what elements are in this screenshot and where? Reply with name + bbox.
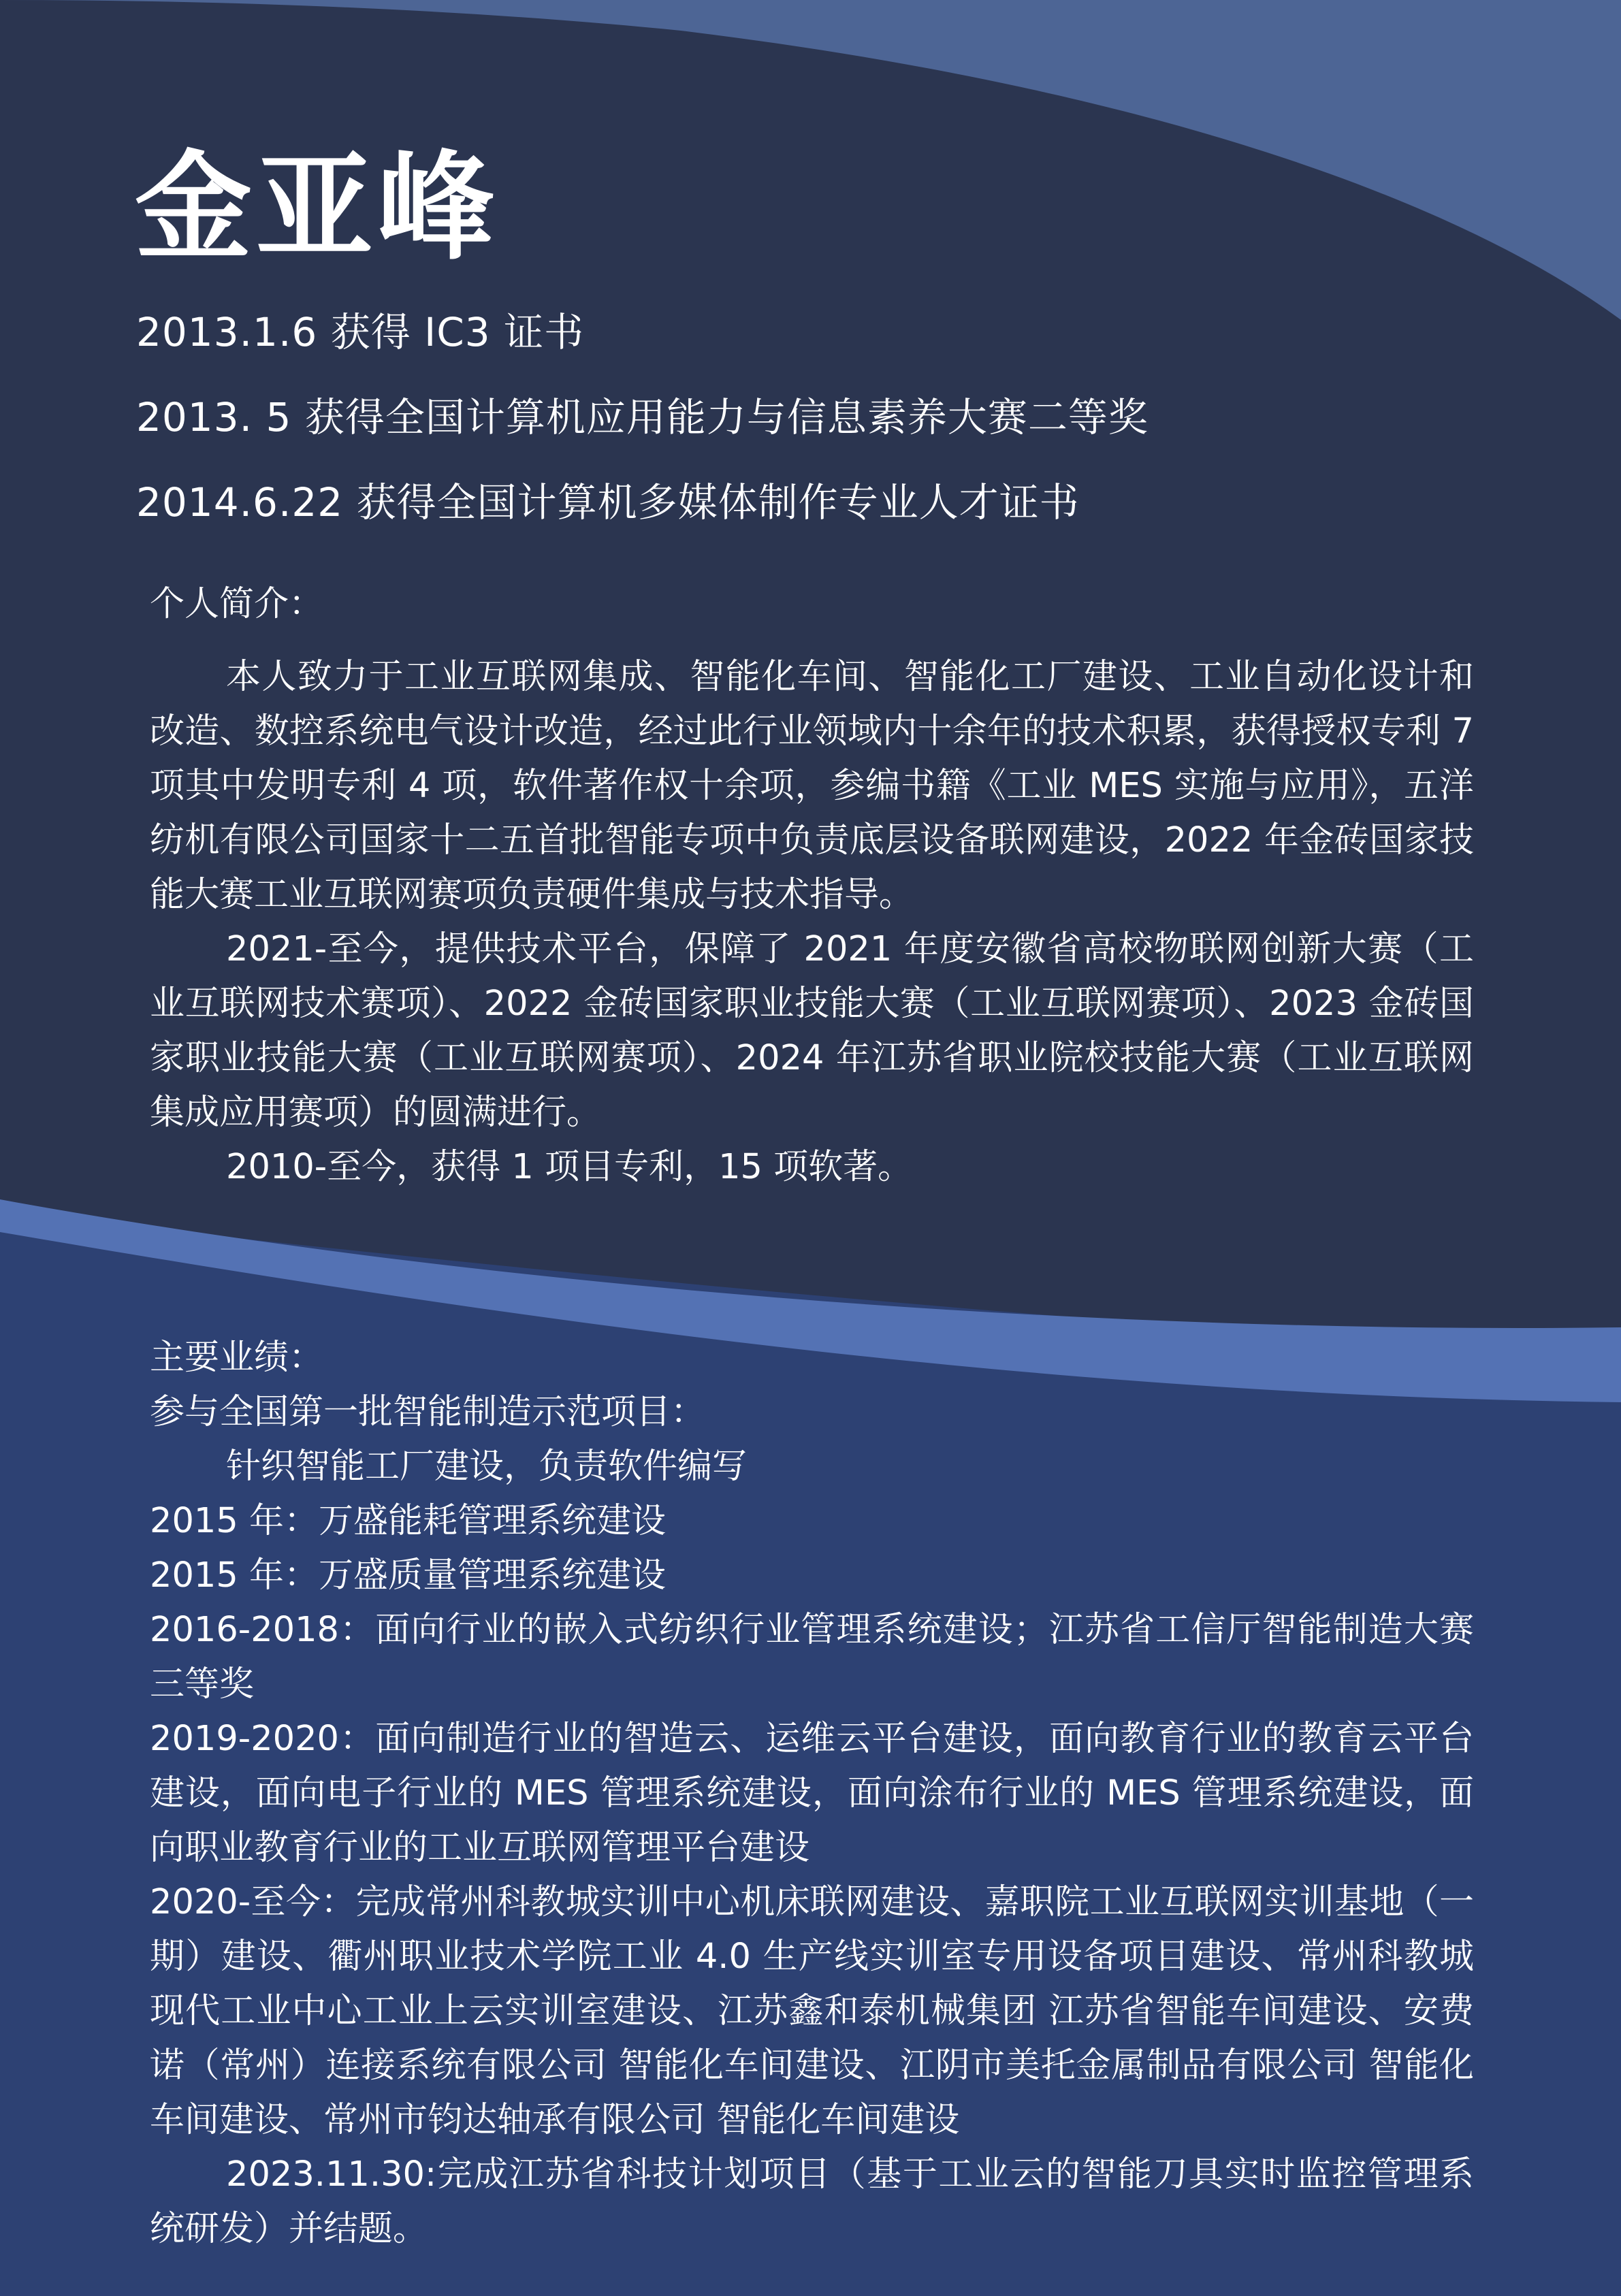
- certificate-item: 2013.1.6 获得 IC3 证书: [136, 309, 585, 355]
- achievement-item: 2015 年：万盛质量管理系统建设: [150, 1555, 667, 1596]
- achievement-item: 2019-2020：面向制造行业的智造云、运维云平台建设，面向教育行业的教育云平台建设，面向电子行业的 MES 管理系统建设，面向涂布行业的 MES 管理系统建设，面向职业教育行业的工业互联网管理平台建设: [150, 1719, 1474, 1868]
- certificate-item: 2013. 5 获得全国计算机应用能力与信息素养大赛二等奖: [136, 394, 1149, 440]
- achievement-item: 参与全国第一批智能制造示范项目：: [150, 1392, 706, 1432]
- achievements-heading: 主要业绩：: [150, 1338, 324, 1378]
- intro-section: [150, 650, 1474, 1195]
- certificate-item: 2014.6.22 获得全国计算机多媒体制作专业人才证书: [136, 479, 1080, 526]
- achievement-item: 2020-至今：完成常州科教城实训中心机床联网建设、嘉职院工业互联网实训基地（一期）建设、衢州职业技术学院工业 4.0 生产线实训室专用设备项目建设、常州科教城现代工业中心工业上云实训室建设、江苏鑫和泰机械集团 江苏省智能车间建设、安费诺（常州）连接系统有限公司 智能化车间建设、江阴市美托金属制品有限公司 智能化车间建设、常州市钧达轴承有限公司 智能化车间建设: [150, 1882, 1474, 2140]
- achievements-section: [150, 1385, 1474, 2257]
- intro-paragraph: 本人致力于工业互联网集成、智能化车间、智能化工厂建设、工业自动化设计和改造、数控系统电气设计改造，经过此行业领域内十余年的技术积累，获得授权专利 7 项其中发明专利 4 项，软件著作权十余项，参编书籍《工业 MES 实施与应用》，五洋纺机有限公司国家十二五首批智能专项中负责底层设备联网建设，2022 年金砖国家技能大赛工业互联网赛项负责硬件集成与技术指导。: [150, 657, 1474, 915]
- achievement-item: 针织智能工厂建设，负责软件编写: [226, 1446, 748, 1487]
- intro-paragraph: 2021-至今，提供技术平台，保障了 2021 年度安徽省高校物联网创新大赛（工业互联网技术赛项）、2022 金砖国家职业技能大赛（工业互联网赛项）、2023 金砖国家职业技能大赛（工业互联网赛项）、2024 年江苏省职业院校技能大赛（工业互联网集成应用赛项）的圆满进行。: [150, 929, 1474, 1133]
- achievement-item: 2016-2018：面向行业的嵌入式纺织行业管理系统建设；江苏省工信厅智能制造大赛三等奖: [150, 1610, 1474, 1704]
- intro-heading: 个人简介：: [150, 584, 324, 624]
- person-name: 金亚峰: [135, 139, 498, 276]
- achievement-item: 2023.11.30:完成江苏省科技计划项目（基于工业云的智能刀具实时监控管理系统研发）并结题。: [150, 2154, 1474, 2249]
- intro-paragraph: 2010-至今，获得 1 项目专利，15 项软著。: [226, 1147, 913, 1187]
- achievement-item: 2015 年：万盛能耗管理系统建设: [150, 1501, 667, 1541]
